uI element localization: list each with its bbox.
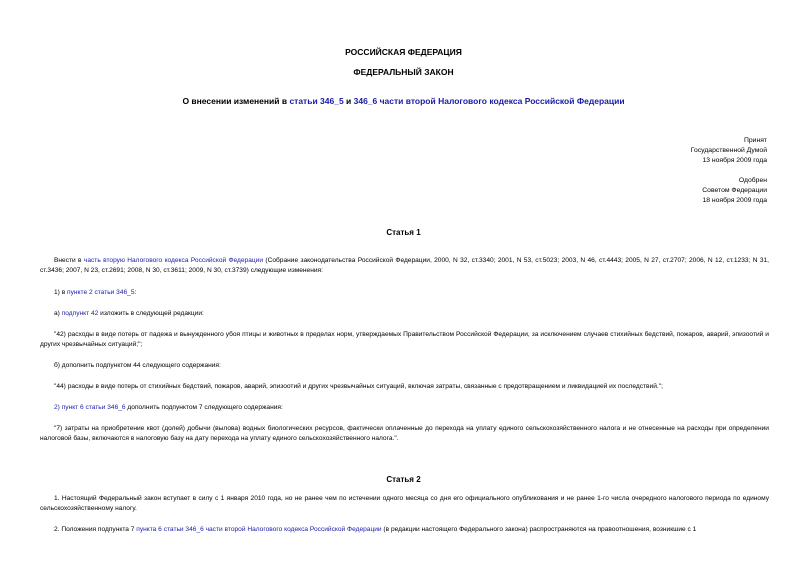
article-1-title: Статья 1 [386, 228, 421, 237]
intro-text-pre: Внести в [54, 257, 84, 264]
approved-line: Одобрен [738, 177, 767, 184]
item-a-link[interactable]: подпункт 42 [61, 310, 99, 317]
p2-link[interactable]: пункта 6 статьи 346_6 части второй Налогового кодекса Российской Федерации [136, 526, 382, 533]
quote-subitem-7: "7) затраты на приобретение квот (долей) добычи (вылова) водных биологических ресурсов, фактически оплаченные до перехода на уплату единого сельскохозяйственного налога и не отнесенные на расходы при определении налоговой базы, включаются в налоговую базу на дату перехода на уплату единого сельскохозяйственного налога.". [40, 425, 769, 443]
subtitle-text-mid: и [343, 96, 354, 106]
intro-link-tax-code[interactable]: часть вторую Налогового кодекса Российской Федерации [83, 257, 264, 264]
article-2-para-1: 1. Настоящий Федеральный закон вступает в силу с 1 января 2010 года, но не ранее чем по истечении одного месяца со дня его официального опубликования и не ранее 1-го числа очередного налогового периода по единому сельскохозяйственному налогу. [40, 495, 769, 513]
law-subtitle [0, 96, 807, 106]
adoption-accepted-block [691, 136, 767, 166]
article-1-item-a [40, 309, 769, 319]
item1-text-post: : [134, 289, 137, 296]
accepted-line: Государственной Думой [690, 147, 767, 154]
item-a-text-post: изложить в следующей редакции: [98, 310, 204, 317]
p2-text-post: (в редакции настоящего Федерального закона) распространяются на правоотношения, возникшие с 1 [381, 526, 697, 533]
subtitle-link-346-6[interactable]: 346_6 части второй Налогового кодекса Российской Федерации [353, 96, 625, 106]
quote-subitem-42: "42) расходы в виде потерь от падежа и вынужденного убоя птицы и животных в пределах норм, утверждаемых Правительством Российской Федерации, за исключением случаев стихийных бедствий, пожаров, аварий, эпизоотий и других чрезвычайных ситуаций;"; [40, 331, 769, 349]
country-heading: РОССИЙСКАЯ ФЕДЕРАЦИЯ [345, 47, 462, 57]
item-a-text-pre: а) [54, 310, 62, 317]
article-2-para-2 [40, 525, 769, 535]
subtitle-text-pre: О внесении изменений в [182, 96, 290, 106]
article-2-title: Статья 2 [386, 475, 421, 484]
item2-link[interactable]: 2) пункт 6 статьи 346_6 [54, 404, 126, 411]
approved-line: Советом Федерации [702, 187, 767, 194]
article-1-intro [40, 256, 769, 277]
p2-text-pre: 2. Положения подпункта 7 [54, 526, 137, 533]
item1-link[interactable]: пункте 2 статьи 346_5 [67, 289, 135, 296]
approved-line: 18 ноября 2009 года [702, 197, 767, 204]
accepted-line: 13 ноября 2009 года [702, 157, 767, 164]
accepted-line: Принят [743, 137, 767, 144]
doc-type-heading: ФЕДЕРАЛЬНЫЙ ЗАКОН [353, 67, 454, 77]
adoption-approved-block [702, 176, 767, 206]
subtitle-link-346-5[interactable]: статьи 346_5 [289, 96, 344, 106]
item2-text-post: дополнить подпунктом 7 следующего содержания: [125, 404, 283, 411]
article-1-item-b: б) дополнить подпунктом 44 следующего содержания: [54, 362, 221, 369]
quote-subitem-44: "44) расходы в виде потерь от стихийных бедствий, пожаров, аварий, эпизоотий и других чрезвычайных ситуаций, включая затраты, связанные с предотвращением и ликвидацией их последствий."; [54, 383, 663, 390]
article-1-item-2 [40, 403, 769, 413]
item1-text-pre: 1) в [54, 289, 68, 296]
intro-text-post: (Собрание законодательства Российской Федерации, 2000, N 32, ст.3340; 2001, N 53, ст.5023; 2003, N 46, ст.4443; 2005, N 27, ст.2707; 2006, N 12, ст.1233; N 31, ст.3436; 2007, N 23, ст.2691; 2008, N 30, ст.3611; 2009, N 30, ст.3739) следующие изменения: [40, 257, 769, 275]
article-1-item-1 [40, 288, 769, 298]
